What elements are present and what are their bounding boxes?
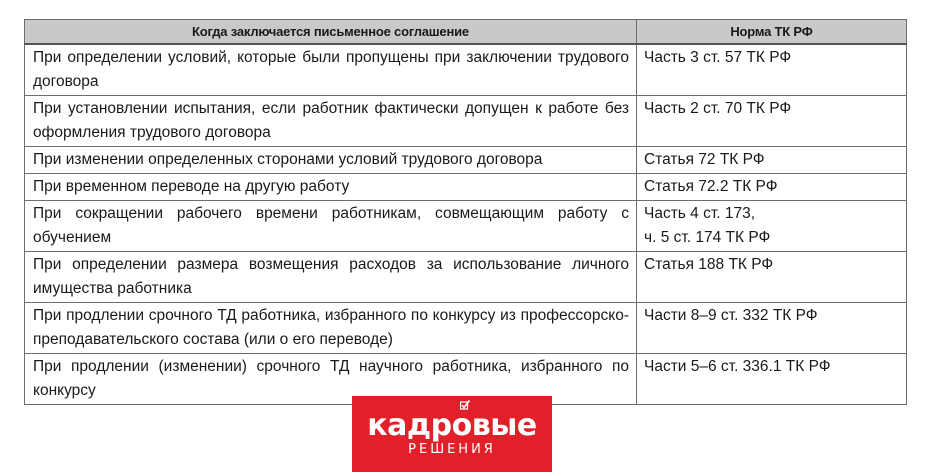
table-row — [25, 174, 907, 201]
norm-line: Части 8–9 ст. 332 ТК РФ — [644, 307, 818, 324]
norm-line: ч. 5 ст. 174 ТК РФ — [644, 229, 771, 246]
norm-cell — [637, 252, 907, 303]
header-condition: Когда заключается письменное соглашение — [25, 20, 637, 45]
header-norm: Норма ТК РФ — [637, 20, 907, 45]
norms-table — [24, 19, 907, 405]
norm-line: Часть 2 ст. 70 ТК РФ — [644, 100, 792, 117]
norm-line: Часть 3 ст. 57 ТК РФ — [644, 49, 792, 66]
norm-line: Часть 4 ст. 173, — [644, 205, 756, 222]
condition-cell: При сокращении рабочего времени работникам, совмещающим работу с обучением — [25, 201, 637, 252]
table-row — [25, 252, 907, 303]
norm-cell — [637, 44, 907, 96]
table-body — [25, 44, 907, 405]
condition-cell: При установлении испытания, если работник фактически допущен к работе без оформления трудового договора — [25, 96, 637, 147]
condition-cell: При изменении определенных сторонами условий трудового договора — [25, 147, 637, 174]
condition-cell: При продлении (изменении) срочного ТД научного работника, избранного по конкурсу — [25, 354, 637, 405]
condition-cell: При продлении срочного ТД работника, избранного по конкурсу из профессорско-преподавательского состава (или о его переводе) — [25, 303, 637, 354]
kadrovye-resheniya-logo — [352, 396, 552, 472]
norm-cell — [637, 96, 907, 147]
norm-cell — [637, 354, 907, 405]
logo-subtitle-text: РЕШЕНИЯ — [408, 442, 496, 457]
norm-line: Статья 188 ТК РФ — [644, 256, 774, 273]
condition-cell: При определении размера возмещения расходов за использование личного имущества работника — [25, 252, 637, 303]
norm-line: Части 5–6 ст. 336.1 ТК РФ — [644, 358, 831, 375]
norm-cell — [637, 174, 907, 201]
table-row — [25, 201, 907, 252]
table-row — [25, 147, 907, 174]
norm-line: Статья 72 ТК РФ — [644, 151, 765, 168]
table-row — [25, 303, 907, 354]
norm-line: Статья 72.2 ТК РФ — [644, 178, 778, 195]
norm-cell — [637, 147, 907, 174]
table-header-row — [25, 20, 907, 45]
norm-cell — [637, 303, 907, 354]
table-row — [25, 96, 907, 147]
condition-cell: При временном переводе на другую работу — [25, 174, 637, 201]
table-row — [25, 44, 907, 96]
logo-brand-text: кадровые — [367, 408, 537, 443]
norm-cell — [637, 201, 907, 252]
condition-cell: При определении условий, которые были пропущены при заключении трудового договора — [25, 44, 637, 96]
